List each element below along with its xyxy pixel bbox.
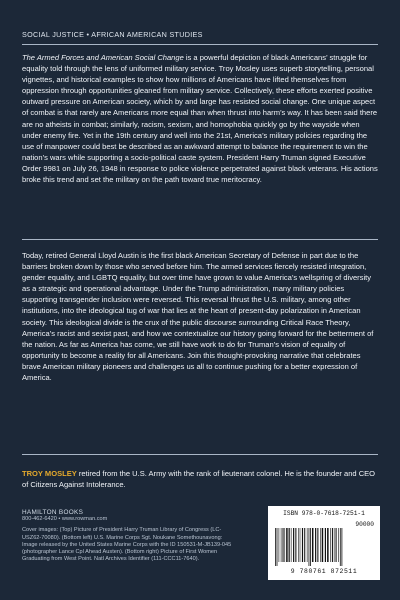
book-title: The Armed Forces and American Social Change [22,53,184,62]
ean-digits: 9 780761 872511 [290,568,358,575]
barcode-bar [275,528,276,566]
barcode-bar [300,528,301,562]
author-name: TROY MOSLEY [22,469,77,478]
top-divider [22,44,378,45]
ean-barcode [274,528,346,566]
barcode-bar [320,528,321,562]
barcode-bar [281,528,282,562]
barcode-bar [342,528,343,566]
barcode-bar [312,528,314,562]
author-bio [22,468,378,490]
barcode-bar [304,528,305,562]
cover-credits: Cover images: (Top) Picture of President Harry Truman Library of Congress (LC-USZ62-70080). (Bottom left) U.S. Marine Corps Sgt. Noukane Somethounavong: Image released by the United States Marine Corps with the ID 150531-M-JB139-045 (photographer Lance Cpl Ahead Austen). (Bottom right) Picture of First Women Graduating from West Point. Natl Archives Identifier (111-CCC11-7640). [22,527,232,563]
publisher-contact: 800-462-6420 • www.rowman.com [22,516,108,523]
publisher-website: www.rowman.com [61,516,108,523]
description-paragraph-1-text: is a powerful depiction of black Americans’ struggle for equality told through the lens of uniformed military service. Troy Mosley uses superb storytelling, personal vignettes, and historical examples to show how millions of Americans have lifted themselves from oppression through opportunities gleaned from military service. Collectively, these efforts exerted positive outward pressure on American society, which by and large has resisted social change. One unique aspect of combat is that rarely are Americans more equal than when thrust into harm’s way. It has been said there are no atheists in combat; similarly, racism, sexism, and homophobia quickly go by the wayside when under enemy fire. Yet in the 19th century and well into the 21st, America’s military policies regarding the use of manpower could best be described as an awkward attempt to balance the requirement to win the nation’s wars while supporting a socio-political caste system. President Harry Truman signed Executive Order 9981 on July 26, 1948 in response to police violence perpetrated against black veterans. His actions broke this trend and set the military on the path toward true meritocracy. [22,53,378,185]
barcode-bar [279,528,280,562]
barcode-bar [309,528,310,566]
barcode-bar [307,528,308,562]
barcode-bar [317,528,318,562]
barcode-bar [295,528,296,562]
barcode-panel [268,506,380,580]
price-code: 90000 [355,521,374,528]
barcode-bar [302,528,303,562]
barcode-bar [277,528,278,566]
description-paragraph-1 [22,52,378,185]
publisher-name: HAMILTON BOOKS [22,509,84,516]
barcode-bar [291,528,292,562]
barcode-bar [293,528,294,562]
publisher-phone: 800-462-6420 [22,516,57,523]
barcode-bar [289,528,290,562]
author-bio-text: retired from the U.S. Army with the rank of lieutenant colonel. He is the founder and CEO of Citizens Against Intolerance. [22,469,376,490]
barcode-bar [327,528,329,562]
bio-divider [22,454,378,455]
barcode-bar [336,528,337,562]
barcode-bar [338,528,339,562]
barcode-bar [322,528,324,562]
barcode-bar [310,528,311,566]
barcode-bar [332,528,333,562]
publisher-info [22,509,232,563]
category-label: SOCIAL JUSTICE • AFRICAN AMERICAN STUDIES [22,30,203,39]
middle-divider [22,239,378,240]
barcode-bar [340,528,341,566]
barcode-bar [283,528,284,562]
barcode-bar [298,528,299,562]
barcode-bar [334,528,335,562]
description-paragraph-2: Today, retired General Lloyd Austin is the first black American Secretary of Defense in part due to the barriers broken down by those who served before him. The armed services fiercely resisted integration, gender equality, and LGBTQ equality, but over time have grown to value America’s wellspring of diversity as a strategic and operational advantage. Under the Trump administration, many military policies supporting transgender inclusion were reversed. This reversal thrust the U.S. military, among other institutions, into the ideological tug of war that lies at the heart of present-day polarization in American society. This ideological divide is the crux of the public discourse surrounding Critical Race Theory, America’s racist and sexist past, and how we contextualize our history going forward for the betterment of the nation. As far as America has come, we still have work to do for Truman’s vision of equality of opportunity to become a reality for all Americans. Join this thought-provoking narrative that celebrates brave American military pioneers and challenges us all to continue pushing for a better expression of America. [22,251,374,383]
isbn-label: ISBN 978-0-7618-7251-1 [283,510,365,517]
barcode-bar [284,528,285,562]
barcode-bar [330,528,331,562]
barcode-bar [286,528,288,562]
barcode-bar [325,528,326,562]
barcode-bar [315,528,316,562]
